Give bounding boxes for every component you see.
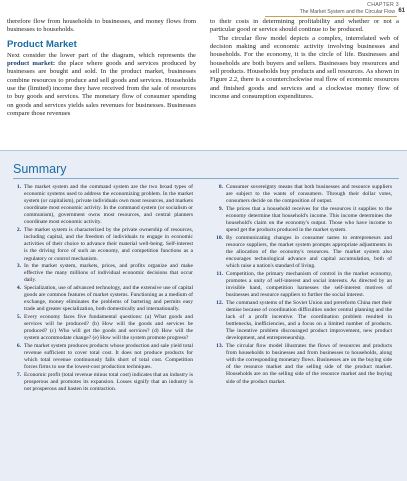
right-paragraph-1: to their costs in determining profitability and whether or not a particular good or service should continue to be produced. [210, 18, 399, 34]
summary-item [212, 300, 392, 343]
summary-item-text: Consumer sovereignty means that both businesses and resource suppliers are subject to the wants of consumers. Through their dollar votes, consumers decide on the composition of output. [226, 184, 392, 205]
summary-item-number: 6. [16, 343, 21, 350]
section-heading: Product Market [7, 38, 77, 50]
summary-item-number: 1. [16, 184, 21, 190]
summary-item-text: The market system and the command system are the two broad types of economic systems used to address the economizing problem. In the market system (or capitalism), private individuals own most resources, and markets coordinate most economic activity. In the command system (or socialism or communism), government owns most resources, and central planners coordinate most economic activity. [24, 184, 193, 226]
summary-column-right [212, 184, 392, 386]
summary-title: Summary [13, 162, 67, 176]
summary-item [13, 285, 193, 313]
summary-item-number: 11. [216, 270, 223, 277]
summary-item-text: The market system is characterized by the private ownership of resources, including capital, and the freedom of individuals to engage in economic activities of their choice to advance their material well-being. Self-interest is the driving force of such an economy, and competition functions as a regulatory or control mechanism. [24, 227, 193, 262]
chapter-label: CHAPTER 3 [367, 2, 399, 8]
summary-item-text: Competition, the primary mechanism of control in the market economy, promotes a unity of self-interest and social interests. As directed by an invisible hand, competition harnesses the self-interest motives of businesses and resource suppliers to further the social interest. [226, 270, 392, 299]
summary-item [13, 227, 193, 262]
summary-item [13, 184, 193, 227]
summary-column-left [13, 184, 193, 394]
summary-item-text: By communicating changes in consumer tastes to entrepreneurs and resource suppliers, the market system prompts appropriate adjustments in the allocation of the economy's resources. The market system also encourages technological advance and capital accumulation, both of which raise a nation's standard of living. [226, 234, 392, 270]
summary-item [13, 372, 193, 393]
summary-rule [13, 178, 399, 179]
page-number: 61 [398, 8, 405, 14]
para-text: the place where goods and services produced by businesses are bought and sold. In the product market, businesses combine resources to produce and sell goods and services. Households use the (limited) income they have received from the sale of resources to buy goods and services. The monetary flow of consumer spending on goods and services yields sales revenues for businesses. Businesses compare those revenues [7, 60, 197, 118]
running-head [199, 2, 399, 15]
summary-item-number: 12. [216, 299, 223, 306]
summary-item [212, 184, 392, 205]
summary-item-text: The market system produces products whose production and sale yield total revenue sufficient to cover total cost. It does not produce products for which total revenue continuously falls short of total cost. Competition forces firms to use the lowest-cost production techniques. [24, 343, 193, 371]
summary-item [212, 206, 392, 234]
summary-item [13, 343, 193, 371]
left-paragraph-1: therefore flow from households to businesses, and money flows from businesses to households. [7, 18, 196, 34]
summary-item-text: The circular flow model illustrates the flows of resources and products from households to businesses and from businesses to households, along with the corresponding monetary flows. Businesses are on the buying side of the resource market and the selling side of the product market. Households are on the selling side of the resource market and the buying side of the product market. [226, 343, 392, 385]
summary-item-number: 9. [218, 205, 223, 212]
summary-item-text: The command systems of the Soviet Union and prereform China met their demise because of coordination difficulties under central planning and the lack of a profit incentive. The coordination problem resulted in bottlenecks, inefficiencies, and a focus on a limited number of products. The incentive problem discouraged product improvement, new product development, and entrepreneurship. [226, 299, 392, 342]
summary-item [212, 235, 392, 270]
summary-item-number: 8. [218, 184, 223, 190]
para-text: Next consider the lower part of the diagram, which represents the [7, 51, 196, 59]
left-column [7, 18, 196, 118]
summary-item-number: 2. [16, 227, 21, 234]
summary-item-text: Specialization, use of advanced technology, and the extensive use of capital goods are common features of market systems. Functioning as a medium of exchange, money eliminates the problems of bartering and permits easy trade and greater specialization, both domestically and internationally. [24, 285, 193, 313]
right-column [210, 18, 399, 101]
summary-item-number: 10. [216, 234, 223, 241]
header-rule [265, 16, 397, 17]
summary-item-text: Economic profit (total revenue minus total cost) indicates that an industry is prosperous and promotes its expansion. Losses signify that an industry is not prosperous and hasten its contraction. [24, 372, 193, 393]
summary-item [13, 314, 193, 342]
summary-item-text: In the market system, markets, prices, and profits organize and make effective the many millions of individual economic decisions that occur daily. [24, 263, 193, 284]
summary-item-text: The prices that a household receives for the resources it supplies to the economy determine that household's income. This income determines the household's claim on the economy's output. Those who have income to spend get the products produced in the market system. [226, 205, 392, 234]
summary-item-text: Every economy faces five fundamental questions: (a) What goods and services will be produced? (b) How will the goods and services be produced? (c) Who will get the goods and services? (d) How will the system accommodate change? (e) How will the system promote progress? [24, 314, 193, 342]
left-paragraph-2 [7, 52, 196, 119]
summary-item-number: 13. [216, 343, 223, 350]
summary-item [13, 263, 193, 284]
key-term: product market: [7, 60, 56, 68]
summary-item-number: 3. [16, 263, 21, 270]
summary-item [212, 271, 392, 299]
right-paragraph-2: The circular flow model depicts a complex, interrelated web of decision making and economic activity involving businesses and households. For the economy, it is the circle of life. Businesses and households are both buyers and sellers. Businesses buy resources and sell products. Households buy products and sell resources. As shown in Figure 2.2, there is a counterclockwise real flow of economic resources and finished goods and services and a clockwise money flow of income and consumption expenditures. [210, 34, 399, 101]
summary-item-number: 4. [16, 285, 21, 292]
running-title: The Market System and the Circular Flow [299, 8, 395, 15]
summary-item-number: 5. [16, 314, 21, 321]
summary-item-number: 7. [16, 372, 21, 378]
summary-item [212, 343, 392, 386]
